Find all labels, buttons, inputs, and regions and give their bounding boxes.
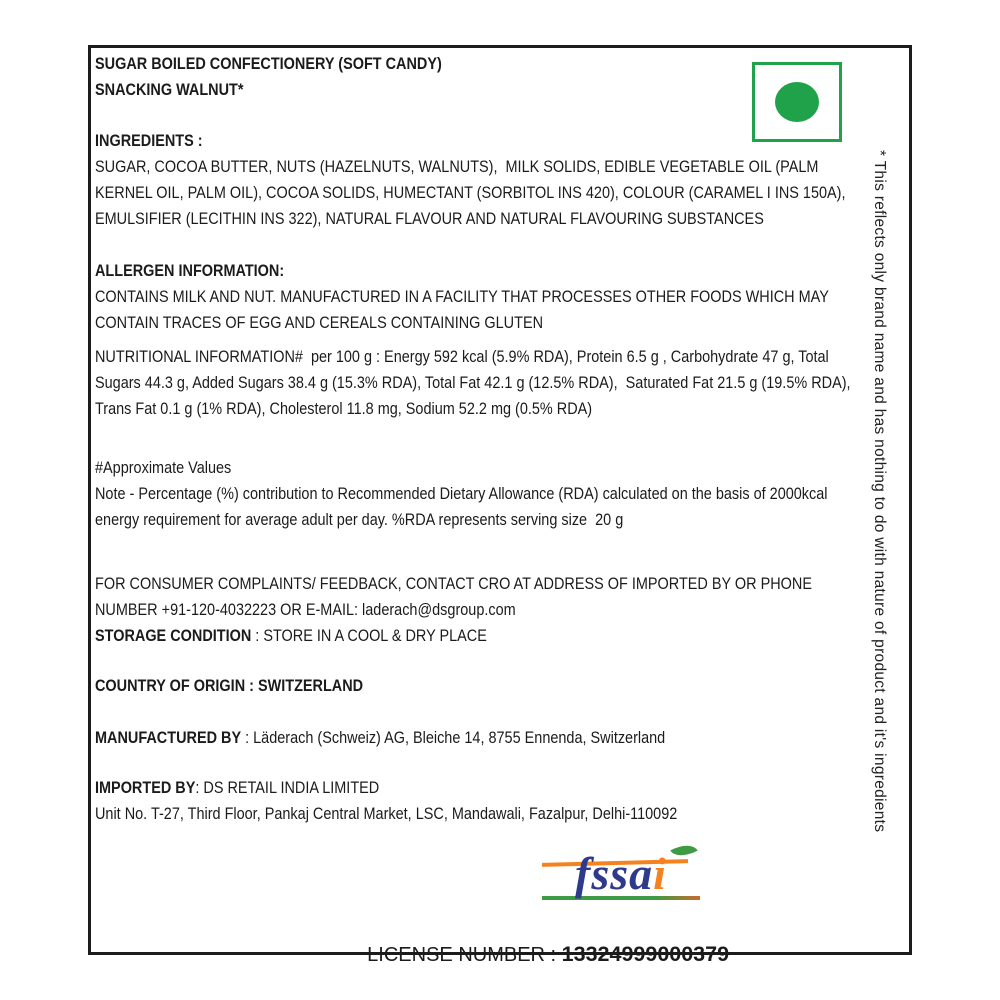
approx-values-note: #Approximate Values: [95, 458, 232, 477]
nutrition-text: NUTRITIONAL INFORMATION# per 100 g : Energy 592 kcal (5.9% RDA), Protein 6.5 g , Carbohydrate 47 g, Total Sugars 44.3 g, Added Sugars 38.4 g (15.3% RDA), Total Fat 42.1 g (12.5% RDA), Saturated Fat 21.5 g (19.5% RDA), Trans Fat 0.1 g (1% RDA), Cholesterol 11.8 mg, Sodium 52.2 mg (0.5% RDA): [95, 347, 855, 418]
rda-note: Note - Percentage (%) contribution to Recommended Dietary Allowance (RDA) calculated on the basis of 2000kcal energy requirement for average adult per day. %RDA represents serving size 20 g: [95, 484, 832, 529]
fssai-logo: [540, 847, 702, 905]
imported-by-label: IMPORTED BY: [95, 778, 196, 797]
imported-by-line: [95, 775, 860, 801]
importer-address: Unit No. T-27, Third Floor, Pankaj Central Market, LSC, Mandawali, Fazalpur, Delhi-110092: [95, 804, 678, 823]
label-border-box: [88, 45, 912, 966]
storage-condition-value: : STORE IN A COOL & DRY PLACE: [251, 626, 487, 645]
allergen-heading: ALLERGEN INFORMATION:: [95, 261, 285, 280]
license-number-line: [91, 912, 909, 997]
veg-symbol-icon: [752, 62, 842, 142]
consumer-complaints-text: FOR CONSUMER COMPLAINTS/ FEEDBACK, CONTACT CRO AT ADDRESS OF IMPORTED BY OR PHONE NUMBER +91-120-4032223 OR E-MAIL: laderach@dsgroup.com: [95, 574, 817, 619]
license-number-label: LICENSE NUMBER :: [367, 944, 562, 966]
fssai-word-i: i: [653, 848, 667, 899]
manufactured-by-line: [95, 725, 860, 751]
manufactured-by-label: MANUFACTURED BY: [95, 728, 242, 747]
storage-condition-line: [95, 623, 860, 649]
veg-symbol-green-dot-icon: [775, 82, 819, 122]
label-text-column: [95, 51, 860, 827]
license-number-value: 13324999000379: [561, 942, 730, 966]
side-disclaimer-note: * This reflects only brand name and has nothing to do with nature of product and it's ingredients: [871, 150, 888, 833]
country-of-origin-line: COUNTRY OF ORIGIN : SWITZERLAND: [95, 676, 364, 695]
ingredients-text: SUGAR, COCOA BUTTER, NUTS (HAZELNUTS, WALNUTS), MILK SOLIDS, EDIBLE VEGETABLE OIL (PALM KERNEL OIL, PALM OIL), COCOA SOLIDS, HUMECTANT (SORBITOL INS 420), COLOUR (CARAMEL I INS 150A), EMULSIFIER (LECITHIN INS 322), NATURAL FLAVOUR AND NATURAL FLAVOURING SUBSTANCES: [95, 157, 850, 228]
product-name-title: SNACKING WALNUT*: [95, 80, 244, 99]
manufactured-by-value: : Läderach (Schweiz) AG, Bleiche 14, 8755 Ennenda, Switzerland: [241, 728, 666, 747]
allergen-text: CONTAINS MILK AND NUT. MANUFACTURED IN A FACILITY THAT PROCESSES OTHER FOODS WHICH MAY CONTAIN TRACES OF EGG AND CEREALS CONTAINING GLUTEN: [95, 287, 833, 332]
fssai-word-left: fssa: [575, 848, 654, 899]
storage-condition-label: STORAGE CONDITION: [95, 626, 252, 645]
imported-by-value: : DS RETAIL INDIA LIMITED: [195, 778, 380, 797]
ingredients-heading: INGREDIENTS :: [95, 131, 203, 150]
product-type-title: SUGAR BOILED CONFECTIONERY (SOFT CANDY): [95, 54, 442, 73]
